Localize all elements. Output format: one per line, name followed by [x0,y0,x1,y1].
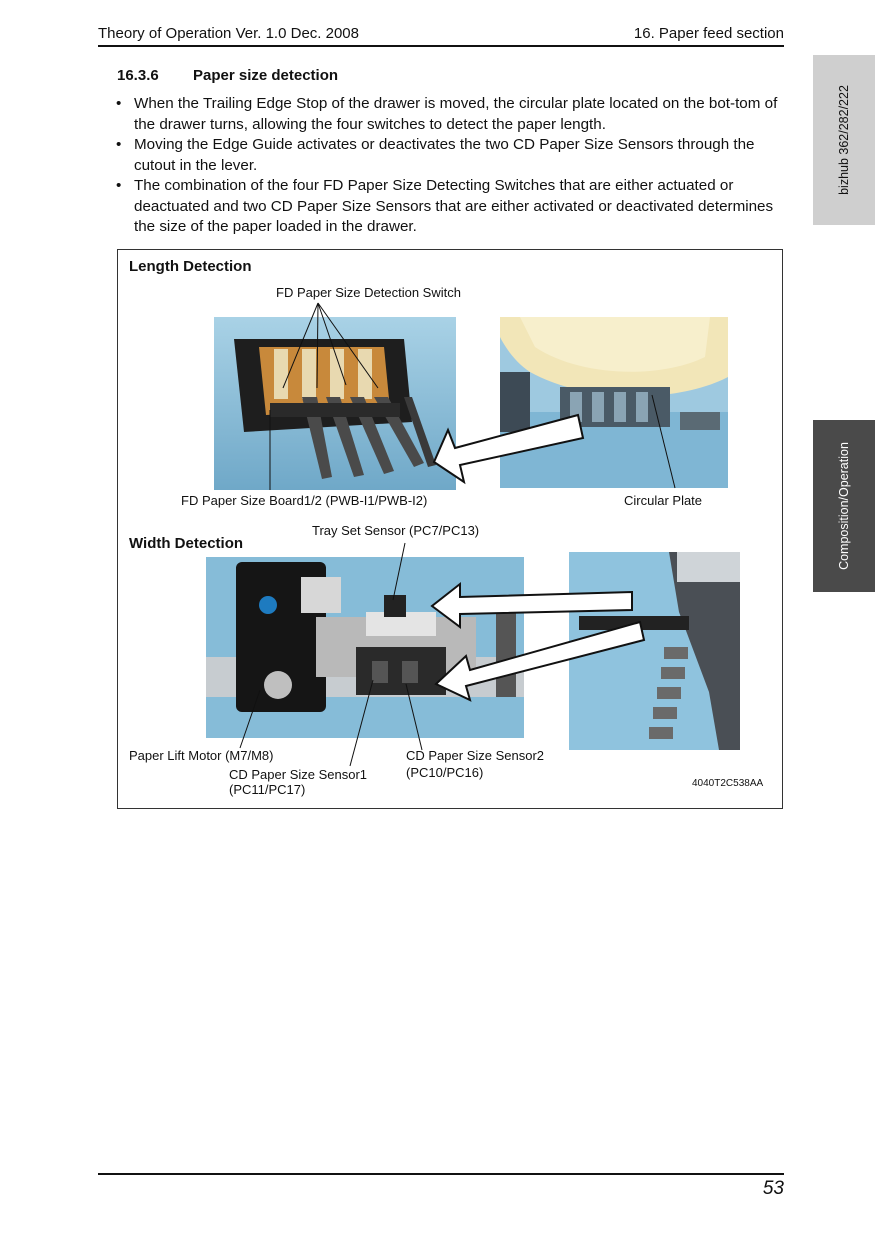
figure-code: 4040T2C538AA [692,778,764,789]
header-right: 16. Paper feed section [633,25,784,42]
footer-rule [98,1173,784,1175]
label-fd-board: FD Paper Size Board1/2 (PWB-I1/PWB-I2) [181,493,428,508]
width-detection-heading: Width Detection [129,535,244,552]
page-number: 53 [762,1178,784,1199]
label-cd-sensor1-id: (PC11/PC17) [229,782,306,797]
arrow-icon [432,584,632,627]
label-circular-plate: Circular Plate [624,493,703,508]
section-heading: Paper size detection [193,67,339,84]
length-detection-heading: Length Detection [129,258,252,275]
label-cd-sensor2: CD Paper Size Sensor2 [406,748,545,763]
header-left: Theory of Operation Ver. 1.0 Dec. 2008 [98,25,359,42]
section-number: 16.3.6 [117,67,159,84]
arrow-icon [436,622,644,700]
label-cd-sensor1: CD Paper Size Sensor1 [229,767,368,782]
side-tab-chapter-label: Composition/Operation [837,442,851,570]
label-cd-sensor2-id: (PC10/PC16) [406,765,484,780]
bullet-item: • The combination of the four FD Paper Size Detecting Switches that are either actuated or deactuated and two CD Paper Size Sensors that are either activated or deactivated determines the size of the paper loaded in the drawer. [112,176,788,238]
side-tab-product-label: bizhub 362/282/222 [837,85,851,195]
bullet-item: • When the Trailing Edge Stop of the drawer is moved, the circular plate located on the bot-tom of the drawer turns, allowing the four switches to detect the paper length. [112,94,788,135]
label-paper-lift-motor: Paper Lift Motor (M7/M8) [129,748,274,763]
label-fd-switch: FD Paper Size Detection Switch [276,285,461,300]
label-tray-set-sensor: Tray Set Sensor (PC7/PC13) [312,523,480,538]
bullet-item: • Moving the Edge Guide activates or deactivates the two CD Paper Size Sensors through the cutout in the lever. [112,135,788,176]
